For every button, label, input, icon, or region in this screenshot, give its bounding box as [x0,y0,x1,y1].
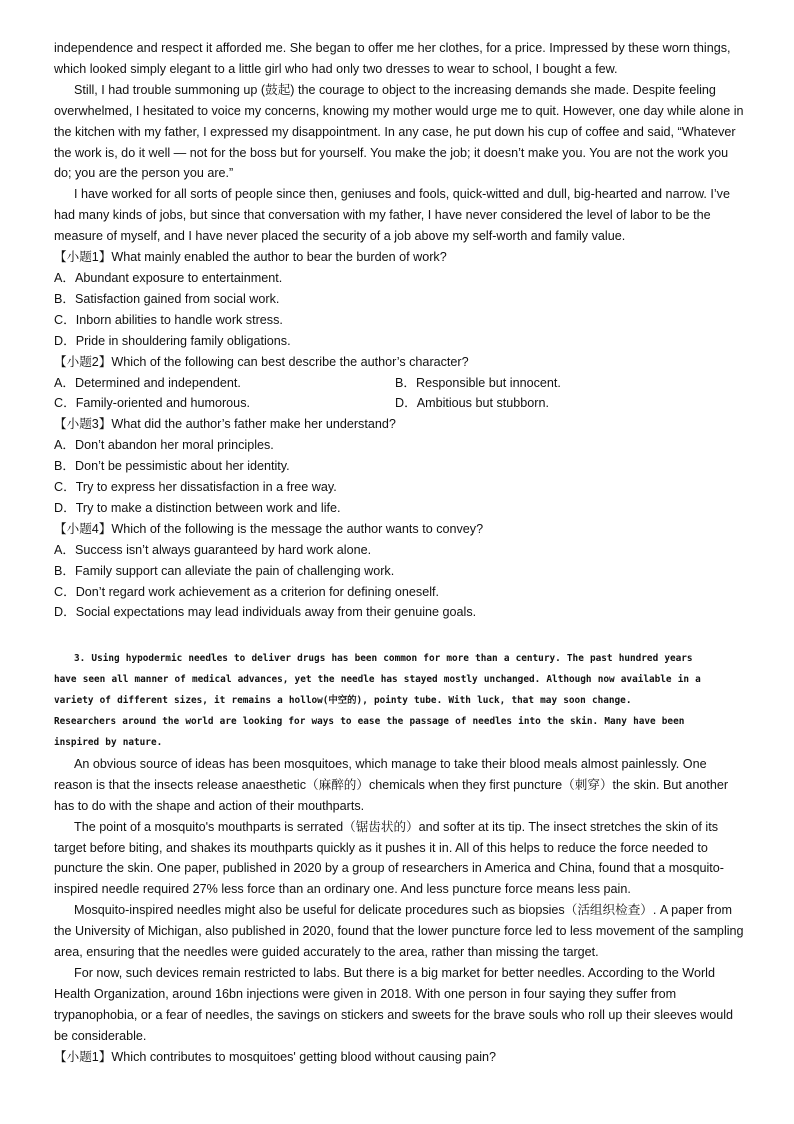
question-3 [54,414,744,519]
intro-line: have seen all manner of medical advances, yet the needle has stayed mostly unchanged. Although now available in a [54,674,701,686]
question-stem: 【小题4】Which of the following is the message the author wants to convey? [54,521,484,536]
option-row [54,393,744,414]
intro-line: variety of different sizes, it remains a hollow(中空的), pointy tube. With luck, that may soon change. [54,695,632,707]
option-c[interactable]: C．Don’t regard work achievement as a criterion for defining oneself. [54,584,439,599]
document-page [54,38,744,1068]
passage-2-intro [54,649,744,754]
intro-line: inspired by nature. [54,737,163,748]
option-c[interactable]: C．Try to express her dissatisfaction in a free way. [54,480,337,495]
question-1 [54,247,744,352]
passage-1 [54,38,744,623]
option-a[interactable]: A．Abundant exposure to entertainment. [54,270,283,285]
question-4 [54,519,744,624]
question-stem: 【小题1】Which contributes to mosquitoes' getting blood without causing pain? [54,1049,497,1064]
passage-2-paragraph: For now, such devices remain restricted to labs. But there is a big market for better needles. According to the World Health Organization, around 16bn injections were given in 2018. With one person in four saying they suffer from trypanophobia, or a fear of needles, the savings on stickers and sweets for the brave souls who roll up their sleeves would be considerable. [54,965,734,1043]
option-a[interactable]: A．Success isn’t always guaranteed by hard work alone. [54,542,372,557]
option-a[interactable]: A．Determined and independent. [54,375,241,390]
option-b[interactable]: B．Don’t be pessimistic about her identity. [54,459,290,474]
option-b[interactable]: B．Family support can alleviate the pain of challenging work. [54,563,395,578]
passage-1-paragraph: I have worked for all sorts of people since then, geniuses and fools, quick-witted and dull, big-hearted and narrow. I’ve had many kinds of jobs, but since that conversation with my father, I have never considered the level of labor to be the measure of myself, and I have never placed the security of a job above my self-worth and family value. [54,187,730,244]
passage-1-paragraph: Still, I had trouble summoning up (鼓起) the courage to object to the increasing demands she made. Despite feeling overwhelmed, I hesitated to voice my concerns, knowing my mother would urge me to quit. However, one day while alone in the kitchen with my father, I expressed my disappointment. In any case, he put down his cup of coffee and said, “Whatever the work is, do it well — not for the boss but for yourself. You make the job; it doesn’t make you. You are not the work you do; you are the person you are.” [54,82,744,181]
option-d[interactable]: D．Social expectations may lead individuals away from their genuine goals. [54,605,477,620]
passage-1-continuation: independence and respect it afforded me. She began to offer me her clothes, for a price. Impressed by these worn things, which looked simply elegant to a little girl who had only two dresses to wear to school, I bought a few. [54,41,731,76]
option-row [54,373,744,394]
intro-line: Researchers around the world are looking for ways to ease the passage of needles into the skin. Many have been [54,716,685,728]
passage-2-paragraph: An obvious source of ideas has been mosquitoes, which manage to take their blood meals almost painlessly. One reason is that the insects release anaesthetic（麻醉的）chemicals when they first puncture（刺穿）the skin. But another has to do with the shape and action of their mouthparts. [54,756,729,813]
question-2 [54,352,744,415]
question-stem: 【小题1】What mainly enabled the author to bear the burden of work? [54,250,447,265]
intro-line: 3. Using hypodermic needles to deliver drugs has been common for more than a century. The past hundred years [74,653,693,665]
option-b[interactable]: B．Responsible but innocent. [395,375,561,390]
question-stem: 【小题2】Which of the following can best describe the author’s character? [54,354,469,369]
passage-2-paragraph: The point of a mosquito's mouthparts is serrated（锯齿状的）and softer at its tip. The insect stretches the skin of its target before biting, and shakes its mouthparts quickly as it pushes it in. All of this helps to reduce the force needed to puncture the skin. One paper, published in 2020 by a group of researchers in America and China, found that a mosquito-inspired needle required 27% less force than an ordinary one. And less puncture force means less pain. [54,819,724,897]
passage-2 [54,649,744,1067]
option-a[interactable]: A．Don’t abandon her moral principles. [54,438,274,453]
section-gap [54,623,744,649]
option-d[interactable]: D．Ambitious but stubborn. [395,396,549,411]
option-c[interactable]: C．Family-oriented and humorous. [54,396,250,411]
option-d[interactable]: D．Pride in shouldering family obligations. [54,333,291,348]
question-stem: 【小题3】What did the author’s father make her understand? [54,417,396,432]
option-b[interactable]: B．Satisfaction gained from social work. [54,291,280,306]
option-c[interactable]: C．Inborn abilities to handle work stress. [54,312,283,327]
option-d[interactable]: D．Try to make a distinction between work and life. [54,500,341,515]
passage-2-paragraph: Mosquito-inspired needles might also be useful for delicate procedures such as biopsies（活组织检查）. A paper from the University of Michigan, also published in 2020, found that the lower puncture force led to less movement of the sampling area, ensuring that the needles were guided accurately to the area, rather than missing the target. [54,903,744,960]
